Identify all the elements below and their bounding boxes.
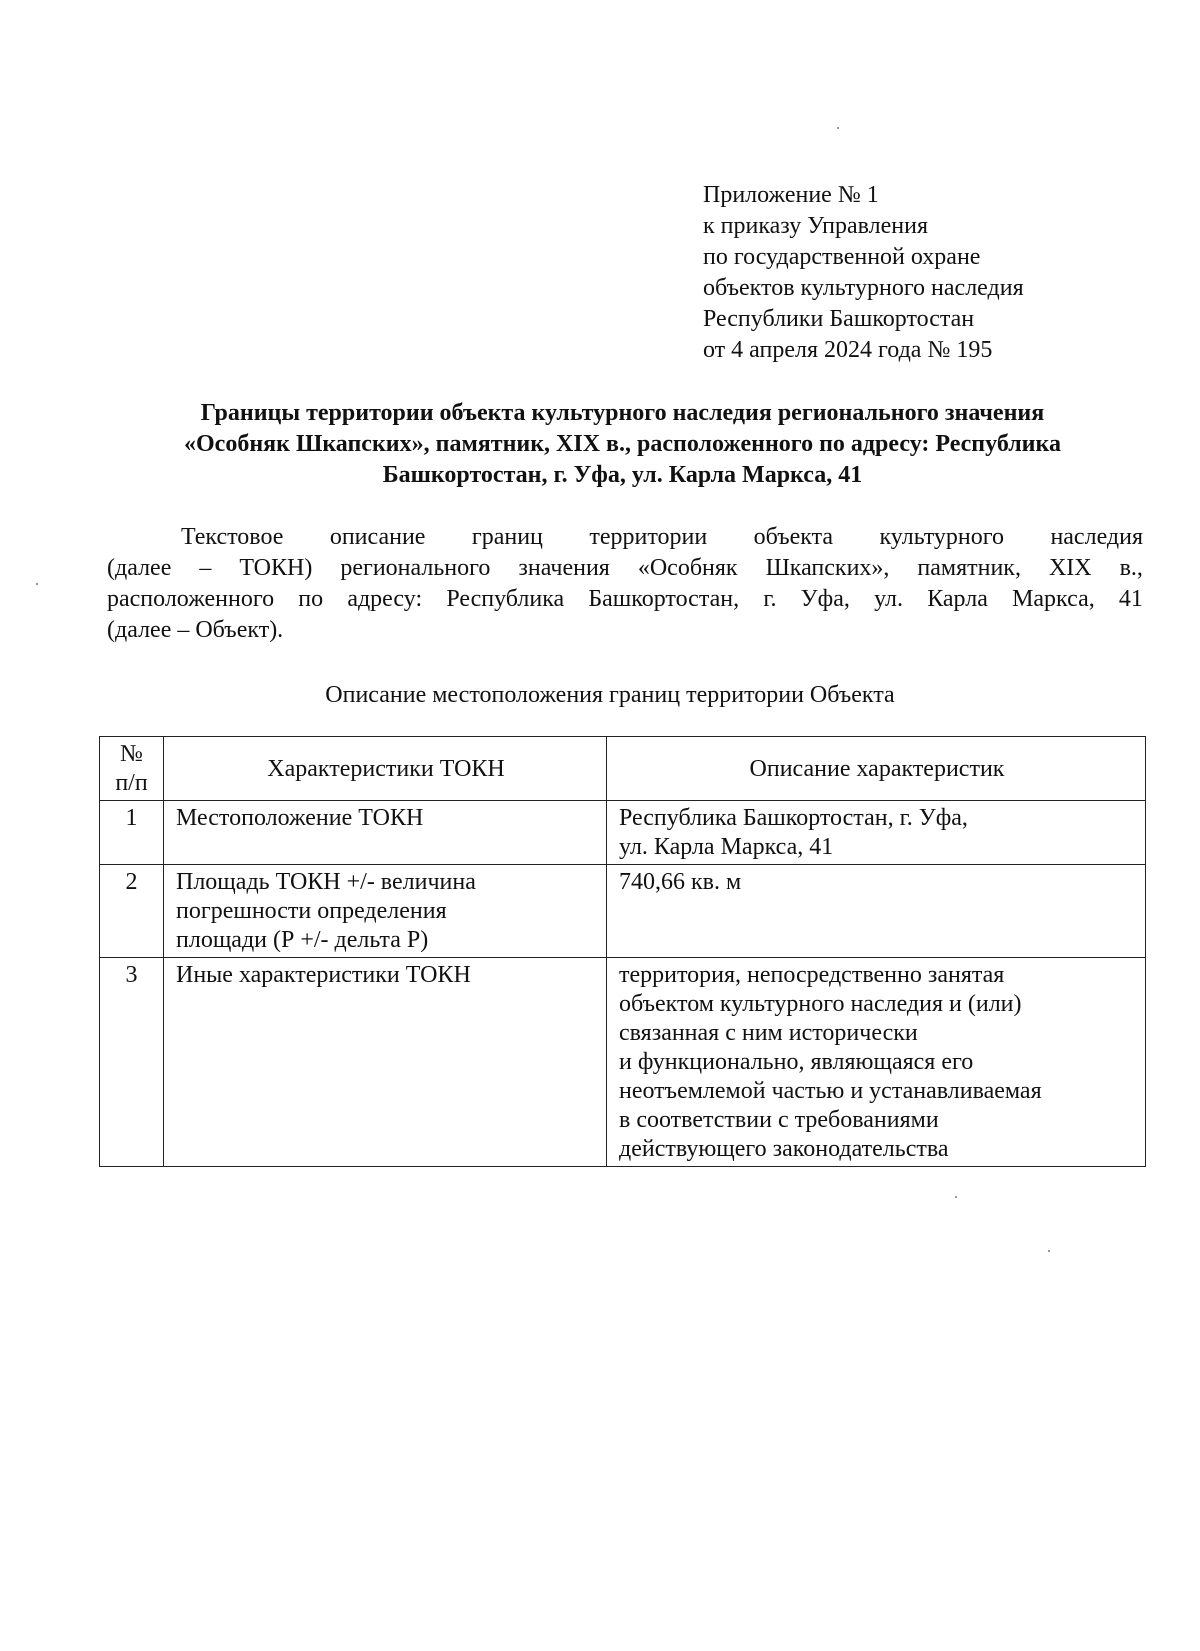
characteristic-line: Площадь ТОКН +/- величина xyxy=(176,869,476,895)
scan-speck xyxy=(837,127,839,129)
intro-word: территории xyxy=(589,524,708,550)
intro-word: Карла xyxy=(927,586,988,612)
intro-word: Уфа, xyxy=(800,586,850,612)
characteristic-line: Местоположение ТОКН xyxy=(176,805,424,831)
intro-word: ТОКН) xyxy=(239,555,313,581)
characteristic-line: Иные характеристики ТОКН xyxy=(176,962,471,988)
intro-word: (далее xyxy=(107,555,172,581)
header-number-symbol: № xyxy=(120,741,143,767)
row-characteristic xyxy=(164,801,607,865)
scan-speck xyxy=(955,1196,957,1198)
intro-word: – xyxy=(199,555,212,581)
row-number: 1 xyxy=(100,801,164,865)
intro-line xyxy=(107,553,1143,584)
table-header-row xyxy=(100,737,1146,801)
title-line: Границы территории объекта культурного наследия регионального значения xyxy=(200,400,1045,426)
row-description xyxy=(607,865,1146,958)
row-number: 3 xyxy=(100,958,164,1167)
table-caption: Описание местоположения границ территории Объекта xyxy=(325,682,895,708)
description-line: действующего законодательства xyxy=(619,1136,949,1162)
appendix-block xyxy=(703,180,1024,366)
description-line: в соответствии с требованиями xyxy=(619,1107,939,1133)
row-description xyxy=(607,801,1146,865)
description-line: 740,66 кв. м xyxy=(619,869,742,895)
appendix-line: по государственной охране xyxy=(703,244,981,270)
table-row xyxy=(100,958,1146,1167)
intro-word: (далее – Объект). xyxy=(107,617,284,643)
intro-word: Шкапских», xyxy=(765,555,890,581)
title-line: «Особняк Шкапских», памятник, XIX в., расположенного по адресу: Республика xyxy=(184,431,1061,457)
header-description: Описание характеристик xyxy=(607,737,1146,801)
appendix-line: Республики Башкортостан xyxy=(703,306,975,332)
appendix-line: объектов культурного наследия xyxy=(703,275,1024,301)
description-line: неотъемлемой частью и устанавливаемая xyxy=(619,1078,1042,1104)
intro-word: в., xyxy=(1119,555,1143,581)
intro-paragraph xyxy=(107,522,1143,646)
description-line: территория, непосредственно занятая xyxy=(619,962,1005,988)
description-line: Республика Башкортостан, г. Уфа, xyxy=(619,805,968,831)
scan-speck xyxy=(36,583,38,585)
intro-word: расположенного xyxy=(107,586,275,612)
intro-word: 41 xyxy=(1118,586,1143,612)
intro-word: Башкортостан, xyxy=(588,586,740,612)
intro-word: адресу: xyxy=(347,586,423,612)
appendix-line: Приложение № 1 xyxy=(703,182,879,208)
description-line: связанная с ним исторически xyxy=(619,1020,918,1046)
characteristic-line: площади (Р +/- дельта Р) xyxy=(176,927,429,953)
description-line: ул. Карла Маркса, 41 xyxy=(619,834,834,860)
row-description xyxy=(607,958,1146,1167)
title-line: Башкортостан, г. Уфа, ул. Карла Маркса, 41 xyxy=(382,462,863,488)
intro-word: описание xyxy=(329,524,426,550)
scan-speck xyxy=(1048,1250,1050,1252)
header-number xyxy=(100,737,164,801)
intro-line xyxy=(107,584,1143,615)
header-characteristics: Характеристики ТОКН xyxy=(164,737,607,801)
intro-word: объекта xyxy=(753,524,834,550)
document-title xyxy=(100,398,1145,491)
intro-word: регионального xyxy=(340,555,491,581)
boundaries-table xyxy=(99,736,1146,1167)
intro-word: культурного xyxy=(879,524,1005,550)
intro-word: памятник, xyxy=(917,555,1021,581)
intro-word: границ xyxy=(471,524,543,550)
characteristic-line: погрешности определения xyxy=(176,898,447,924)
description-line: объектом культурного наследия и (или) xyxy=(619,991,1022,1017)
intro-word: г. xyxy=(763,586,777,612)
table-row xyxy=(100,801,1146,865)
header-number-label: п/п xyxy=(115,770,148,796)
intro-word: Текстовое xyxy=(181,524,284,550)
table-row xyxy=(100,865,1146,958)
intro-word: Маркса, xyxy=(1012,586,1095,612)
intro-word: ул. xyxy=(874,586,903,612)
row-number: 2 xyxy=(100,865,164,958)
intro-word: Республика xyxy=(446,586,565,612)
appendix-line: от 4 апреля 2024 года № 195 xyxy=(703,337,993,363)
intro-line xyxy=(107,615,1143,646)
appendix-line: к приказу Управления xyxy=(703,213,929,239)
intro-word: значения xyxy=(518,555,610,581)
intro-line xyxy=(107,522,1143,553)
intro-word: XIX xyxy=(1048,555,1092,581)
row-characteristic xyxy=(164,958,607,1167)
intro-word: по xyxy=(298,586,324,612)
intro-word: наследия xyxy=(1050,524,1143,550)
row-characteristic xyxy=(164,865,607,958)
description-line: и функционально, являющаяся его xyxy=(619,1049,974,1075)
intro-word: «Особняк xyxy=(637,555,738,581)
